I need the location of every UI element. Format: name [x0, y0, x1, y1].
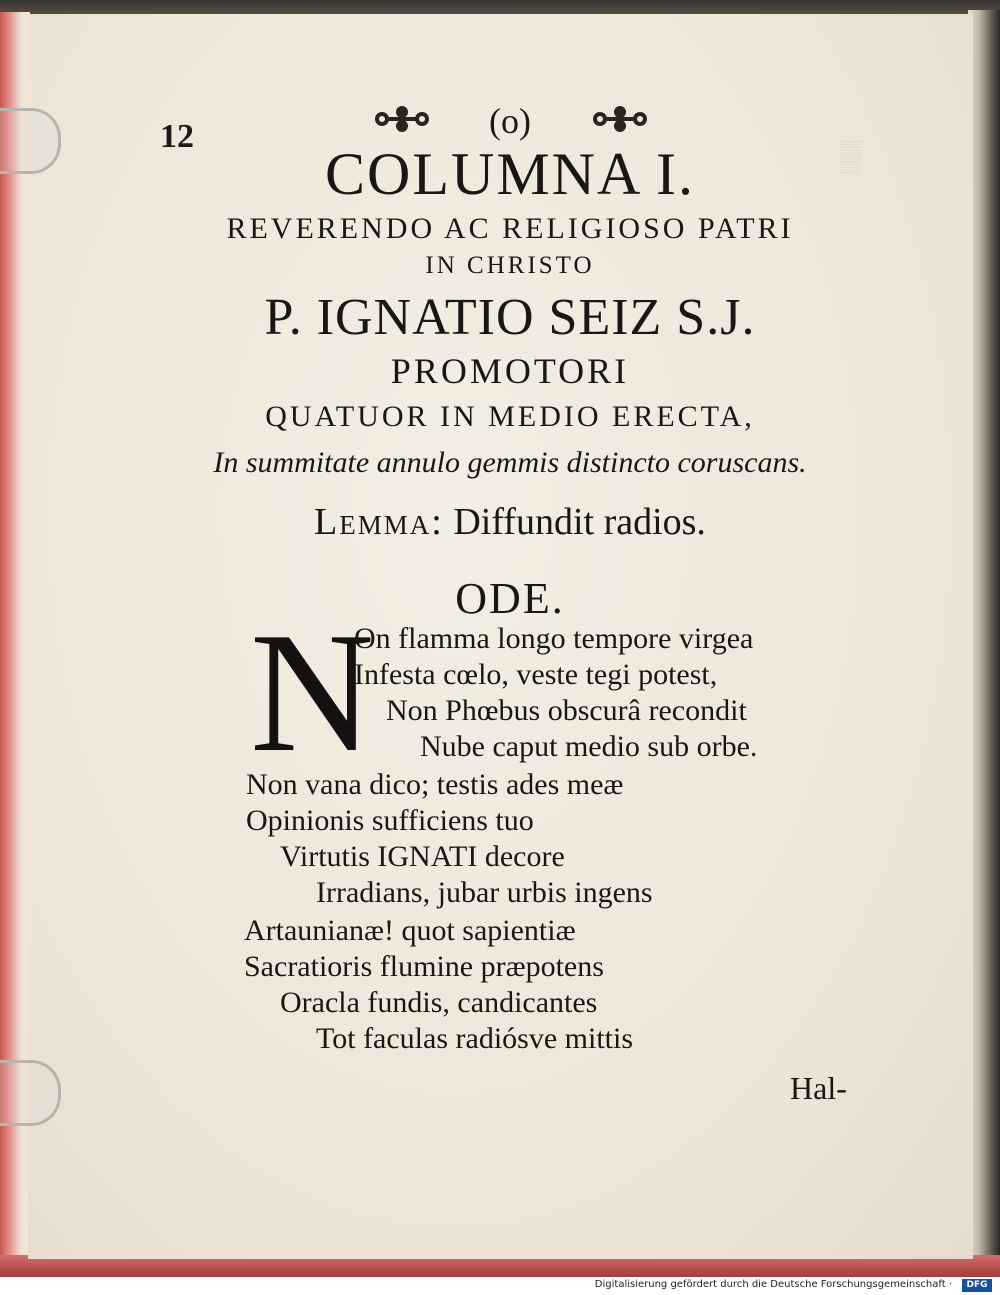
signature-mark: (o)	[489, 101, 531, 141]
poem-line: Sacratioris flumine præpotens	[244, 950, 604, 983]
lemma-text: Diffundit radios.	[453, 501, 706, 543]
ode-title: ODE.	[455, 574, 565, 623]
footer-credit: Digitalisierung gefördert durch die Deutsche Forschungsgemeinschaft ·	[594, 1279, 952, 1290]
drop-cap: N	[250, 598, 375, 788]
lemma-label: Lemma:	[314, 501, 444, 543]
page-number: 12	[160, 118, 194, 155]
dedicatee-role: PROMOTORI	[390, 351, 630, 391]
poem-line: Infesta cœlo, veste tegi potest,	[354, 658, 718, 691]
poem-line: Nube caput medio sub orbe.	[420, 730, 758, 763]
fleuron-ornament-icon	[372, 102, 432, 136]
description-line-1: QUATUOR IN MEDIO ERECTA,	[265, 400, 755, 433]
catchword: Hal-	[790, 1070, 847, 1106]
bleed-through: ▒	[840, 140, 862, 173]
poem-line: Irradians, jubar urbis ingens	[316, 876, 653, 909]
book-clip-top	[0, 108, 61, 174]
poem-line: Opinionis sufficiens tuo	[246, 804, 534, 837]
poem-line: Virtutis IGNATI decore	[280, 840, 565, 873]
dedication-line-2: IN CHRISTO	[425, 252, 595, 279]
dfg-logo-icon: DFG	[962, 1279, 992, 1292]
dedicatee-name: P. IGNATIO SEIZ S.J.	[264, 289, 756, 346]
poem-line: On flamma longo tempore virgea	[354, 622, 754, 655]
poem-line: Non Phœbus obscurâ recondit	[386, 694, 747, 727]
description-line-2: In summitate annulo gemmis distincto coruscans.	[213, 446, 807, 479]
book-clip-bottom	[0, 1060, 61, 1126]
lemma	[110, 500, 910, 544]
poem-line: Tot faculas radiósve mittis	[316, 1022, 633, 1055]
page-title: COLUMNA I.	[324, 141, 695, 207]
fleuron-ornament-icon	[590, 102, 650, 136]
poem-line: Oracla fundis, candicantes	[280, 986, 598, 1019]
poem-line: Artaunianæ! quot sapientiæ	[244, 914, 576, 947]
dedication-line-1: REVERENDO AC RELIGIOSO PATRI	[226, 212, 794, 245]
poem-line: Non vana dico; testis ades meæ	[246, 768, 624, 801]
